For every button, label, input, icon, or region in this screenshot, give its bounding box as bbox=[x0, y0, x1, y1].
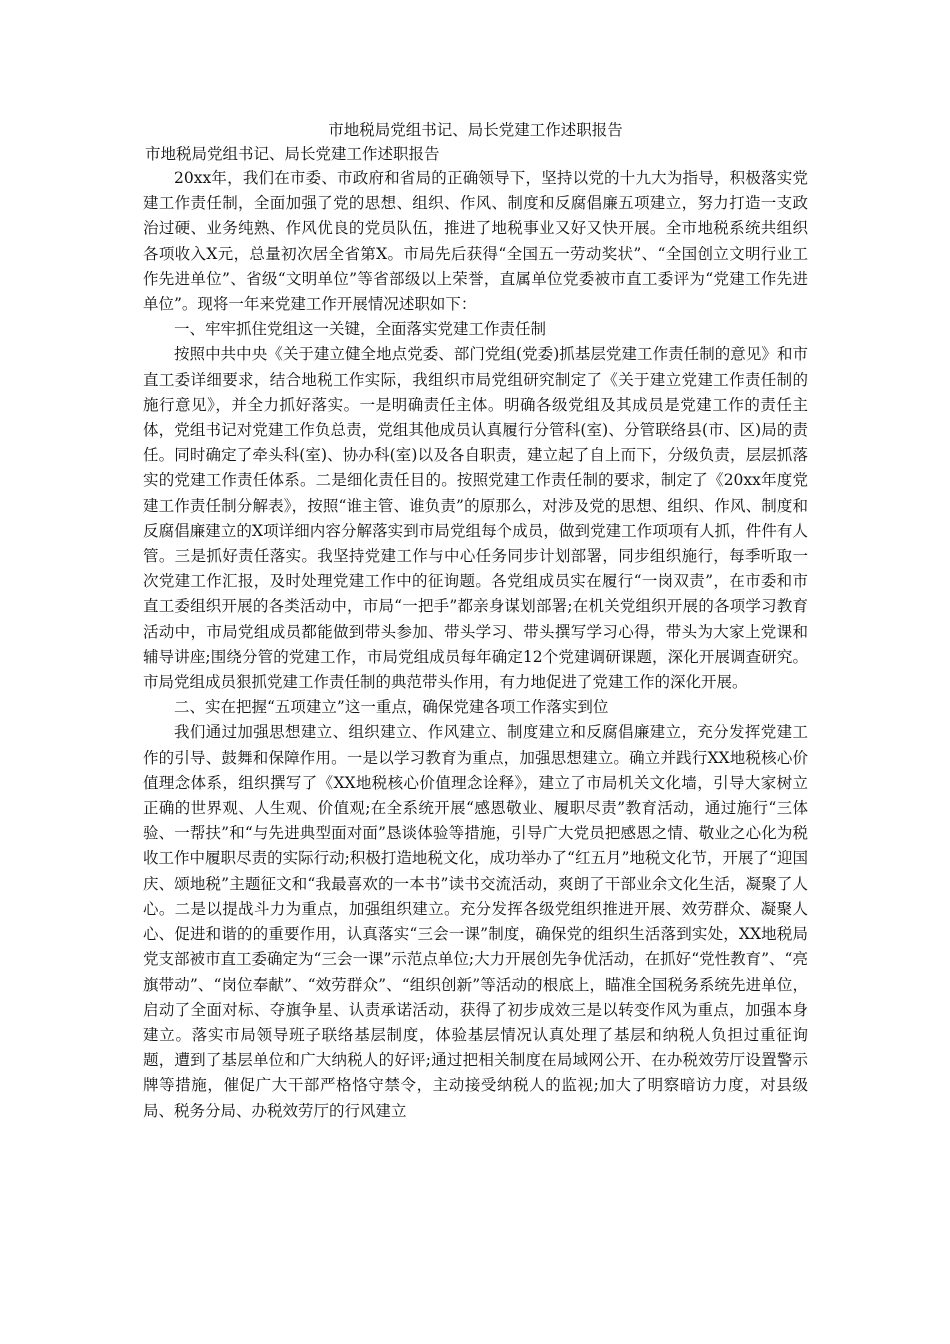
document-page bbox=[143, 118, 808, 1124]
document-subtitle: 市地税局党组书记、局长党建工作述职报告 bbox=[145, 145, 440, 163]
intro-paragraph: 20xx年，我们在市委、市政府和省局的正确领导下，坚持以党的十九大为指导，积极落实党建工作责任制，全面加强了党的思想、组织、作风、制度和反腐倡廉五项建立，努力打造一支政治过硬、业务纯熟、作风优良的党员队伍，推进了地税事业又好又快开展。全市地税系统共组织各项收入X元，总量初次居全省第X。市局先后获得“全国五一劳动奖状”、“全国创立文明行业工作先进单位”、省级“文明单位”等省部级以上荣誉，直属单位党委被市直工委评为“党建工作先进单位”。现将一年来党建工作开展情况述职如下： bbox=[143, 169, 808, 314]
document-title: 市地税局党组书记、局长党建工作述职报告 bbox=[328, 121, 623, 139]
section-heading-1: 一、牢牢抓住党组这一关键，全面落实党建工作责任制 bbox=[174, 320, 547, 339]
section-body-2: 我们通过加强思想建立、组织建立、作风建立、制度建立和反腐倡廉建立，充分发挥党建工作的引导、鼓舞和保障作用。一是以学习教育为重点，加强思想建立。确立并践行XX地税核心价值理念体系，组织撰写了《XX地税核心价值理念诠释》，建立了市局机关文化墙，引导大家树立正确的世界观、人生观、价值观;在全系统开展“感恩敬业、履职尽责”教育活动，通过施行“三体验、一帮扶”和“与先进典型面对面”恳谈体验等措施，引导广大党员把感恩之情、敬业之心化为税收工作中履职尽责的实际行动;积极打造地税文化，成功举办了“红五月”地税文化节，开展了“迎国庆、颂地税”主题征文和“我最喜欢的一本书”读书交流活动，爽朗了干部业余文化生活，凝聚了人心。二是以提战斗力为重点，加强组织建立。充分发挥各级党组织推进开展、效劳群众、凝聚人心、促进和谐的的重要作用，认真落实“三会一课”制度，确保党的组织生活落到实处，XX地税局党支部被市直工委确定为“三会一课”示范点单位;大力开展创先争优活动，在抓好“党性教育”、“亮旗带动”、“岗位奉献”、“效劳群众”、“组织创新”等活动的根底上，瞄准全国税务系统先进单位，启动了全面对标、夺旗争星、认责承诺活动，获得了初步成效三是以转变作风为重点，加强本身建立。落实市局领导班子联络基层制度，体验基层情况认真处理了基层和纳税人负担过重征询题，遭到了基层单位和广大纳税人的好评;通过把相关制度在局域网公开、在办税效劳厅设置警示牌等措施，催促广大干部严格恪守禁令，主动接受纳税人的监视;加大了明察暗访力度，对县级局、税务分局、办税效劳厅的行风建立 bbox=[143, 723, 808, 1120]
section-heading-2: 二、实在把握“五项建立”这一重点，确保党建各项工作落实到位 bbox=[174, 698, 609, 717]
section-body-1: 按照中共中央《关于建立健全地点党委、部门党组(党委)抓基层党建工作责任制的意见》和市直工委详细要求，结合地税工作实际，我组织市局党组研究制定了《关于建立党建工作责任制的施行意见》，并全力抓好落实。一是明确责任主体。明确各级党组及其成员是党建工作的责任主体，党组书记对党建工作负总责，党组其他成员认真履行分管科(室)、分管联络县(市、区)局的责任。同时确定了牵头科(室)、协办科(室)以及各自职责，建立起了自上而下，分级负责，层层抓落实的党建工作责任体系。二是细化责任目的。按照党建工作责任制的要求，制定了《20xx年度党建工作责任制分解表》，按照“谁主管、谁负责”的原那么，对涉及党的思想、组织、作风、制度和反腐倡廉建立的X项详细内容分解落实到市局党组每个成员，做到党建工作项项有人抓，件件有人管。三是抓好责任落实。我坚持党建工作与中心任务同步计划部署，同步组织施行，每季听取一次党建工作汇报，及时处理党建工作中的征询题。各党组成员实在履行“一岗双责”，在市委和市直工委组织开展的各类活动中，市局“一把手”都亲身谋划部署;在机关党组织开展的各项学习教育活动中，市局党组成员都能做到带头参加、带头学习、带头撰写学习心得，带头为大家上党课和辅导讲座;围绕分管的党建工作，市局党组成员每年确定12个党建调研课题，深化开展调查研究。市局党组成员狠抓党建工作责任制的典范带头作用，有力地促进了党建工作的深化开展。 bbox=[143, 345, 808, 692]
